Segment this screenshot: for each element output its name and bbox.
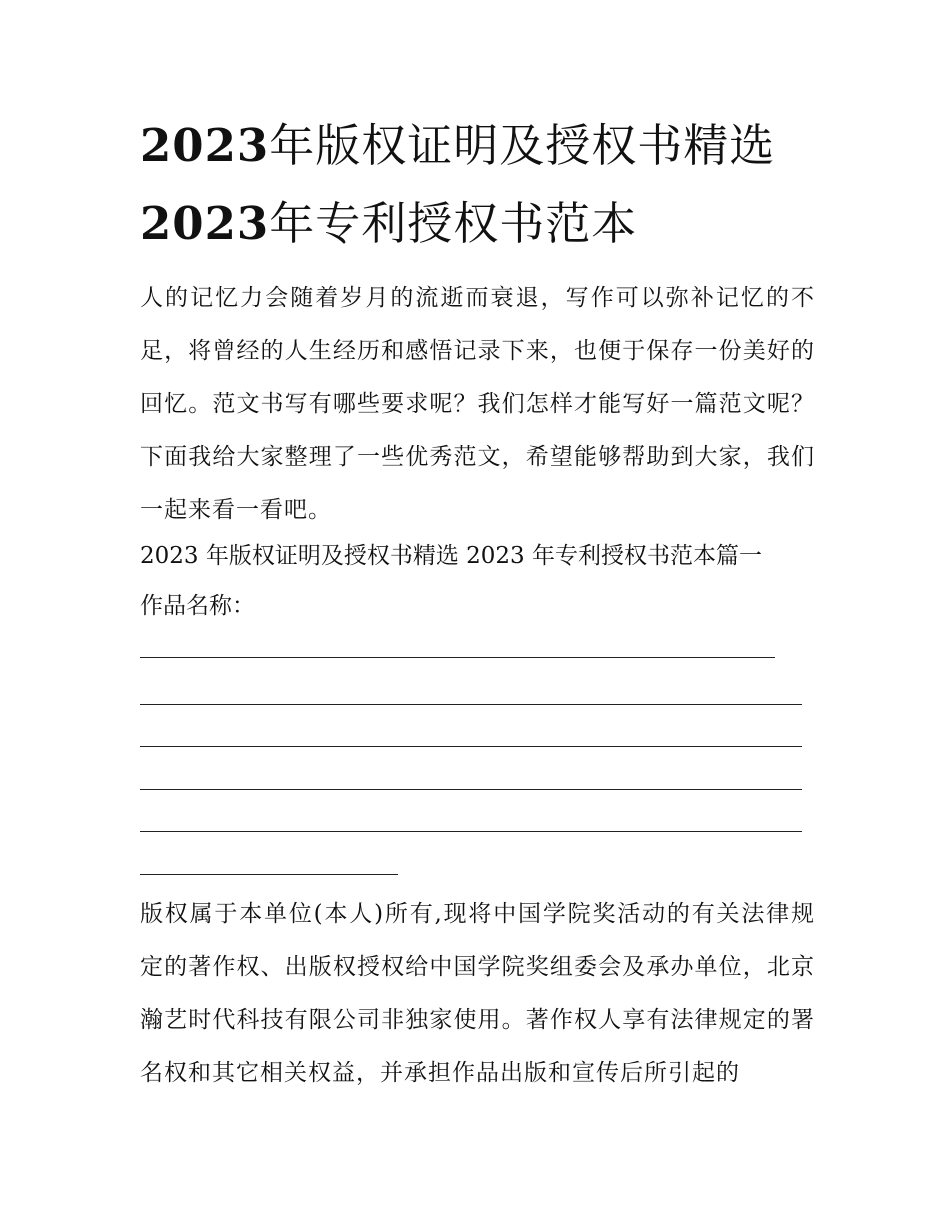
blank-line: [140, 874, 398, 875]
blank-line: [140, 746, 802, 747]
blank-line: [140, 704, 802, 705]
title-year-2: 2023: [140, 197, 270, 250]
title-text-1: 年版权证明及授权书精选: [269, 119, 776, 172]
blank-line: [140, 657, 775, 658]
document-title-line2: [140, 196, 820, 252]
title-text-2: 年专利授权书范本: [269, 197, 638, 250]
section-title: 2023 年版权证明及授权书精选 2023 年专利授权书范本篇一: [140, 543, 762, 569]
work-name-label: 作品名称：: [140, 593, 255, 619]
document-title-line1: [140, 118, 820, 174]
body-paragraph: 版权属于本单位(本人)所有,现将中国学院奖活动的有关法律规定的著作权、出版权授权给中国学院奖组委会及承办单位，北京瀚艺时代科技有限公司非独家使用。著作权人享有法律规定的署名权和其它相关权益，并承担作品出版和宣传后所引起的: [140, 901, 815, 1086]
intro-paragraph: 人的记忆力会随着岁月的流逝而衰退，写作可以弥补记忆的不足，将曾经的人生经历和感悟记录下来，也便于保存一份美好的回忆。范文书写有哪些要求呢？我们怎样才能写好一篇范文呢？下面我给大家整理了一些优秀范文，希望能够帮助到大家，我们一起来看一看吧。: [140, 285, 815, 523]
title-year-1: 2023: [140, 119, 270, 172]
blank-line: [140, 831, 802, 832]
blank-line: [140, 789, 802, 790]
